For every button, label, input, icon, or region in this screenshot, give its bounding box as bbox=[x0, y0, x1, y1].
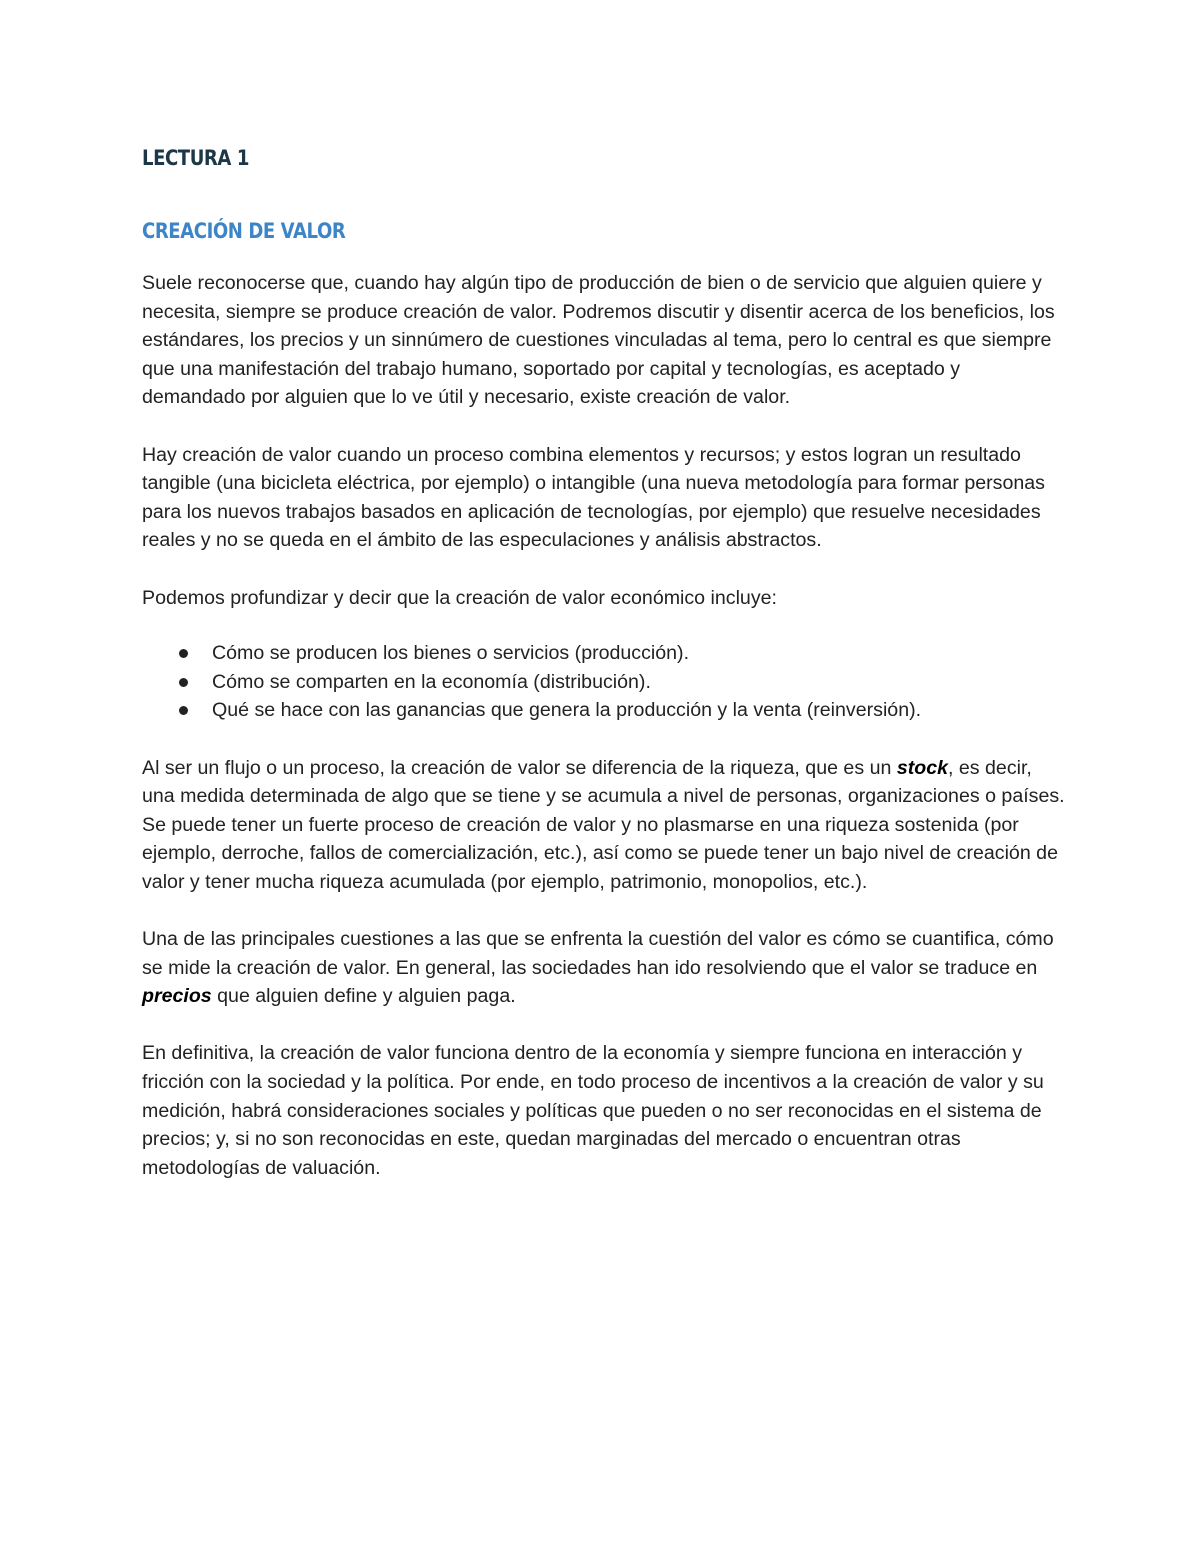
list-item-text: Qué se hace con las ganancias que genera la producción y la venta (reinversión). bbox=[212, 699, 922, 722]
paragraph-1: Suele reconocerse que, cuando hay algún tipo de producción de bien o de servicio que alguien quiere y necesita, siempre se produce creación de valor. Podremos discutir y disentir acerca de los beneficios, los estándares, los precios y un sinnúmero de cuestiones vinculadas al tema, pero lo central es que siempre que una manifestación del trabajo humano, soportado por capital y tecnologías, es aceptado y demandado por alguien que lo ve útil y necesario, existe creación de valor. bbox=[142, 272, 1055, 409]
emphasis-precios: precios bbox=[142, 985, 212, 1008]
paragraph-4-text-before: Al ser un flujo o un proceso, la creación de valor se diferencia de la riqueza, que es un bbox=[142, 756, 897, 779]
emphasis-stock: stock bbox=[896, 756, 948, 779]
paragraph-4-text-after: , es decir, una medida determinada de algo que se tiene y se acumula a nivel de personas, organizaciones o países. Se puede tener un fuerte proceso de creación de valor y no plasmarse en una riqueza sostenida (por ejemplo, derroche, fallos de comercialización, etc.), así como se puede tener un bajo nivel de creación de valor y tener mucha riqueza acumulada (por ejemplo, patrimonio, monopolios, etc.). bbox=[142, 756, 1065, 893]
paragraph-5 bbox=[142, 925, 1067, 1011]
paragraph-6: En definitiva, la creación de valor funciona dentro de la economía y siempre funciona en interacción y fricción con la sociedad y la política. Por ende, en todo proceso de incentivos a la creación de valor y su medición, habrá consideraciones sociales y políticas que pueden o no ser reconocidas en el sistema de precios; y, si no son reconocidas en este, quedan marginadas del mercado o encuentran otras metodologías de valuación. bbox=[142, 1042, 1044, 1179]
bullet-dot-icon bbox=[179, 649, 188, 658]
list-item bbox=[142, 668, 1067, 697]
list-item-text: Cómo se producen los bienes o servicios (producción). bbox=[212, 642, 690, 665]
bullet-dot-icon bbox=[179, 678, 188, 687]
bullet-dot-icon bbox=[179, 706, 188, 715]
list-item bbox=[142, 639, 1067, 668]
list-item bbox=[142, 696, 1067, 725]
document-title: LECTURA 1 bbox=[142, 146, 249, 170]
paragraph-2: Hay creación de valor cuando un proceso combina elementos y recursos; y estos logran un resultado tangible (una bicicleta eléctrica, por ejemplo) o intangible (una nueva metodología para formar personas para los nuevos trabajos basados en aplicación de tecnologías, por ejemplo) que resuelve necesidades reales y no se queda en el ámbito de las especulaciones y análisis abstractos. bbox=[142, 443, 1045, 552]
list-item-text: Cómo se comparten en la economía (distribución). bbox=[212, 670, 651, 693]
document-content bbox=[142, 140, 1067, 1182]
paragraph-4 bbox=[142, 754, 1067, 897]
paragraph-5-text-after: que alguien define y alguien paga. bbox=[211, 985, 516, 1008]
paragraph-3: Podemos profundizar y decir que la creación de valor económico incluye: bbox=[142, 586, 777, 609]
paragraph-5-text-before: Una de las principales cuestiones a las que se enfrenta la cuestión del valor es cómo se cuantifica, cómo se mide la creación de valor. En general, las sociedades han ido resolviendo que el valor se traduce en bbox=[142, 928, 1054, 979]
bullet-list bbox=[142, 639, 1067, 725]
section-title: CREACIÓN DE VALOR bbox=[142, 219, 346, 243]
